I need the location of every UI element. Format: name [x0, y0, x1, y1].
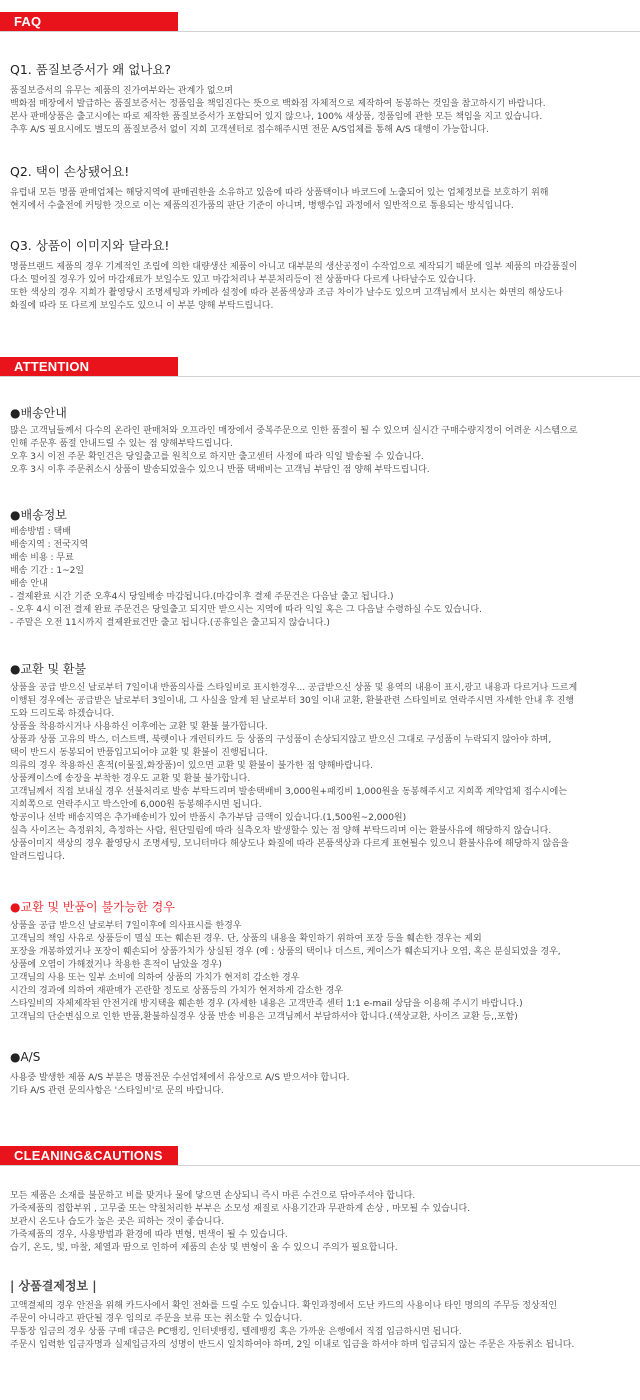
text-line: 택이 반드시 동봉되어 반품입고되어야 교환 및 환불이 진행됩니다.	[10, 748, 268, 758]
text-line: 품질보증서의 유무는 제품의 진가여부와는 관계가 없으며	[10, 86, 233, 96]
text-line: 또한 색상의 경우 지희가 촬영당시 조명세팅과 카메라 설정에 따라 본품색상과 조금 차이가 날수도 있으며 고객님께서 보시는 화면의 해상도나	[10, 288, 563, 298]
text-line: 유럽내 모든 명품 판매업체는 해당지역에 판매권한을 소유하고 있음에 따라 상품택이나 바코드에 노출되어 있는 업체정보를 보호하기 위해	[10, 188, 549, 198]
text-line: 배송지역 : 전국지역	[10, 540, 89, 550]
text-line: 고객님의 단순변심으로 인한 반품,환불하실경우 상품 반송 비용은 고객님께서 부담하셔야 합니다.(색상교환, 사이즈 교환 등,,포함)	[10, 1012, 518, 1022]
text-line: 오후 3시 이전 주문 확인건은 당일출고를 원칙으로 하지만 출고센터 사정에 따라 익일 발송될 수 있습니다.	[10, 452, 424, 462]
text-line: - 결제완료 시간 기준 오후4시 당일배송 마감됩니다.(마감이후 결제 주문건은 다음날 출고 됩니다.)	[10, 592, 394, 602]
text-line: 배송 비용 : 무료	[10, 553, 74, 563]
text-line: 현지에서 수출전에 커팅한 것으로 이는 제품의진가품의 판단 기준이 아니며, 병행수입 과정에서 일반적으로 통용되는 방식입니다.	[10, 201, 514, 211]
text-line: 항공이나 선박 배송지역은 추가배송비가 있어 반품시 추가부담 금액이 있습니다.(1,500원~2,000원)	[10, 813, 407, 823]
text-line: 상품을 공급 받으신 날로부터 7일이내 반품의사를 스타일비로 표시한경우... 공급받으신 상품 및 용역의 내용이 표시,광고 내용과 다르거나 드르게	[10, 683, 578, 693]
text-line: 고객님의 책임 사유로 상품등이 멸실 또는 훼손된 경우. 단, 상품의 내용을 확인하기 위하여 포장 등을 훼손한 경우는 제외	[10, 934, 482, 944]
faq-divider	[0, 31, 640, 32]
text-line: 백화점 매장에서 발급하는 품질보증서는 정품임을 책임진다는 뜻으로 백화점 자체적으로 제작하여 동봉하는 것임을 참고하시기 바랍니다.	[10, 99, 546, 109]
faq-header: FAQ	[0, 12, 178, 32]
text-line: 알려드립니다.	[10, 852, 66, 862]
exchange-refund-title: ●교환 및 환불	[10, 662, 87, 676]
text-line: 인해 주문후 품절 안내드릴 수 있는 점 양해부탁드립니다.	[10, 439, 233, 449]
payment-info-title: | 상품결제정보 |	[10, 1279, 97, 1293]
text-line: 포장을 개봉하였거나 포장이 훼손되어 상품가치가 상실된 경우 (예 : 상품의 택이나 더스트, 케이스가 훼손되거나 오염, 혹은 분실되었을 경우,	[10, 947, 561, 957]
shipping-info-text	[10, 526, 638, 630]
faq-answer-2	[10, 187, 638, 213]
text-line: 주문이 아니라고 판단될 경우 임의로 주문을 보류 또는 취소할 수 있습니다.	[10, 1314, 303, 1324]
text-line: 배송 안내	[10, 579, 48, 589]
faq-answer-1	[10, 85, 638, 137]
text-line: 사용중 발생한 제품 A/S 부분은 명품전문 수선업체에서 유상으로 A/S 받으셔야 합니다.	[10, 1073, 350, 1083]
cleaning-header: CLEANING&CAUTIONS	[0, 1146, 178, 1166]
faq-answer-3	[10, 261, 638, 313]
text-line: 실측 사이즈는 측정위치, 측정하는 사람, 원단밀림에 따라 실측오차 발생할수 있는 점 양해 부탁드리며 이는 환불사유에 해당하지 않습니다.	[10, 826, 552, 836]
cleaning-divider	[0, 1165, 640, 1166]
text-line: 고객님께서 직접 보내실 경우 선불처리로 발송 부탁드리며 발송택배비 3,000원+패킹비 1,000원을 동봉해주시고 지희쪽 계약업체 접수시에는	[10, 787, 568, 797]
text-line: 상품을 공급 받으신 날로부터 7일이후에 의사표시를 한경우	[10, 921, 242, 931]
as-text	[10, 1072, 638, 1098]
text-line: 이행된 경우에는 공급받은 날로부터 3일이내, 그 사실을 알게 된 날로부터 30일 이내 교환, 환불관련 스타일비로 연락주시면 자세한 안내 후 진행	[10, 696, 575, 706]
text-line: 지희쪽으로 연락주시고 박스안에 6,000원 동봉해주시면 됩니다.	[10, 800, 262, 810]
text-line: 보관시 온도나 습도가 높은 곳은 피하는 것이 좋습니다.	[10, 1217, 225, 1227]
text-line: 본사 판매상품은 출고시에는 따로 제작한 품질보증서가 포함되어 있지 않으나, 100% 새상품, 정품임에 관한 모든 책임을 지고 있습니다.	[10, 112, 543, 122]
text-line: 다소 떨어질 경우가 있어 마감재료가 보일수도 있고 마감처리나 부분처리등이 전 상품마다 다르게 나타날수도 있습니다.	[10, 275, 477, 285]
text-line: 무통장 입금의 경우 상품 구매 대금은 PC뱅킹, 인터넷뱅킹, 텔레뱅킹 혹은 가까운 은행에서 직접 입금하시면 됩니다.	[10, 1327, 462, 1337]
text-line: 상품에 오염이 가해졌거나 착용한 흔적이 남았을 경우)	[10, 960, 222, 970]
text-line: 시간의 경과에 의하여 재판매가 곤란할 정도로 상품등의 가치가 현저하게 감소한 경우	[10, 986, 343, 996]
shipping-info-title: ●배송정보	[10, 508, 67, 522]
faq-question-2: Q2. 택이 손상됐어요!	[10, 164, 130, 179]
attention-header: ATTENTION	[0, 357, 178, 377]
non-returnable-title: ●교환 및 반품이 불가능한 경우	[10, 900, 175, 914]
text-line: 가죽제품의 경우, 사용방법과 환경에 따라 변형, 변색이 될 수 있습니다.	[10, 1230, 288, 1240]
text-line: 추후 A/S 필요시에도 별도의 품질보증서 없이 지희 고객센터로 접수해주시면 전문 A/S업체를 통해 A/S 대행이 가능합니다.	[10, 125, 489, 135]
text-line: 명품브랜드 제품의 경우 기계적인 조립에 의한 대량생산 제품이 아니고 대부분의 생산공정이 수작업으로 제작되기 때문에 일부 제품의 마감품질이	[10, 262, 578, 272]
text-line: 상품이미지 색상의 경우 촬영당시 조명세팅, 모니터마다 해상도나 화질에 따라 본품색상과 다르게 표현될수 있으니 환불사유에 해당하지 않음을	[10, 839, 569, 849]
as-title: ●A/S	[10, 1050, 41, 1064]
text-line: 상품을 착용하시거나 사용하신 이후에는 교환 및 환불 불가합니다.	[10, 722, 268, 732]
text-line: 상품과 상품 고유의 박스, 더스트백, 북렛이나 개런티카드 등 상품의 구성품이 손상되지않고 받으신 그대로 구성품이 누락되지 않아야 하며,	[10, 735, 552, 745]
text-line: 배송방법 : 택배	[10, 527, 71, 537]
text-line: 많은 고객님들께서 다수의 온라인 판매처와 오프라인 매장에서 중복주문으로 인한 품절이 될 수 있으며 실시간 구매수량지정이 어려운 시스템으로	[10, 426, 578, 436]
text-line: 가죽제품의 접합부위 , 고무줄 또는 약칠처리한 부부은 소모성 재질로 사용기간과 무관하게 손상 , 마모될 수 있습니다.	[10, 1204, 471, 1214]
text-line: 고객님의 사용 또는 일부 소비에 의하여 상품의 가치가 현저히 감소한 경우	[10, 973, 300, 983]
payment-info-text	[10, 1300, 638, 1352]
text-line: 고액결제의 경우 안전을 위해 카드사에서 확인 전화를 드릴 수도 있습니다. 확인과정에서 도난 카드의 사용이나 타인 명의의 주무등 정상적인	[10, 1301, 558, 1311]
text-line: 의류의 경우 착용하신 흔적(이물질,화장품)이 있으면 교환 및 환불이 불가한 점 양해바랍니다.	[10, 761, 374, 771]
attention-divider	[0, 376, 640, 377]
faq-question-1: Q1. 품질보증서가 왜 없나요?	[10, 62, 172, 77]
cleaning-text	[10, 1190, 638, 1255]
exchange-refund-text	[10, 682, 638, 864]
shipping-guide-text	[10, 425, 638, 477]
text-line: 모든 제품은 소재를 불문하고 비를 맞거나 물에 닿으면 손상되니 즉시 마른 수건으로 닦아주셔야 합니다.	[10, 1191, 416, 1201]
text-line: 주문시 입력한 입금자명과 실제입금자의 성명이 반드시 일치하여야 하며, 2일 이내로 입금을 하셔야 하며 입금되지 않는 주문은 자동취소 됩니다.	[10, 1340, 575, 1350]
text-line: 스타일비의 자체제작된 안전거래 방지택을 훼손한 경우 (자세한 내용은 고객만족 센터 1:1 e-mail 상담을 이용해 주시기 바랍니다.)	[10, 999, 523, 1009]
text-line: 상품케이스에 송장을 부착한 경우도 교환 및 환불 불가합니다.	[10, 774, 251, 784]
faq-question-3: Q3. 상품이 이미지와 달라요!	[10, 238, 170, 253]
non-returnable-text	[10, 920, 638, 1024]
text-line: 오후 3시 이후 주문취소시 상품이 발송되었을수 있으니 반품 택배비는 고객님 부담인 점 양해 부탁드립니다.	[10, 465, 430, 475]
text-line: 기타 A/S 관련 문의사항은 '스타일비'로 문의 바랍니다.	[10, 1086, 224, 1096]
text-line: 습기, 온도, 빛, 마찰, 체열과 땀으로 인하여 제품의 손상 및 변형이 올 수 있으니 주의가 필요합니다.	[10, 1243, 398, 1253]
shipping-guide-title: ●배송안내	[10, 406, 67, 420]
text-line: 화질에 따라 또 다르게 보일수도 있으니 이 부분 양해 부탁드립니다.	[10, 301, 274, 311]
text-line: - 주말은 오전 11시까지 결제완료건만 출고 됩니다.(공휴일은 출고되지 않습니다.)	[10, 618, 330, 628]
text-line: - 오후 4시 이전 결제 완료 주문건은 당일출고 되지만 받으시는 지역에 따라 익일 혹은 그 다음날 수령하실 수도 있습니다.	[10, 605, 482, 615]
text-line: 배송 기간 : 1~2일	[10, 566, 85, 576]
text-line: 도와 드리도록 하겠습니다.	[10, 709, 115, 719]
